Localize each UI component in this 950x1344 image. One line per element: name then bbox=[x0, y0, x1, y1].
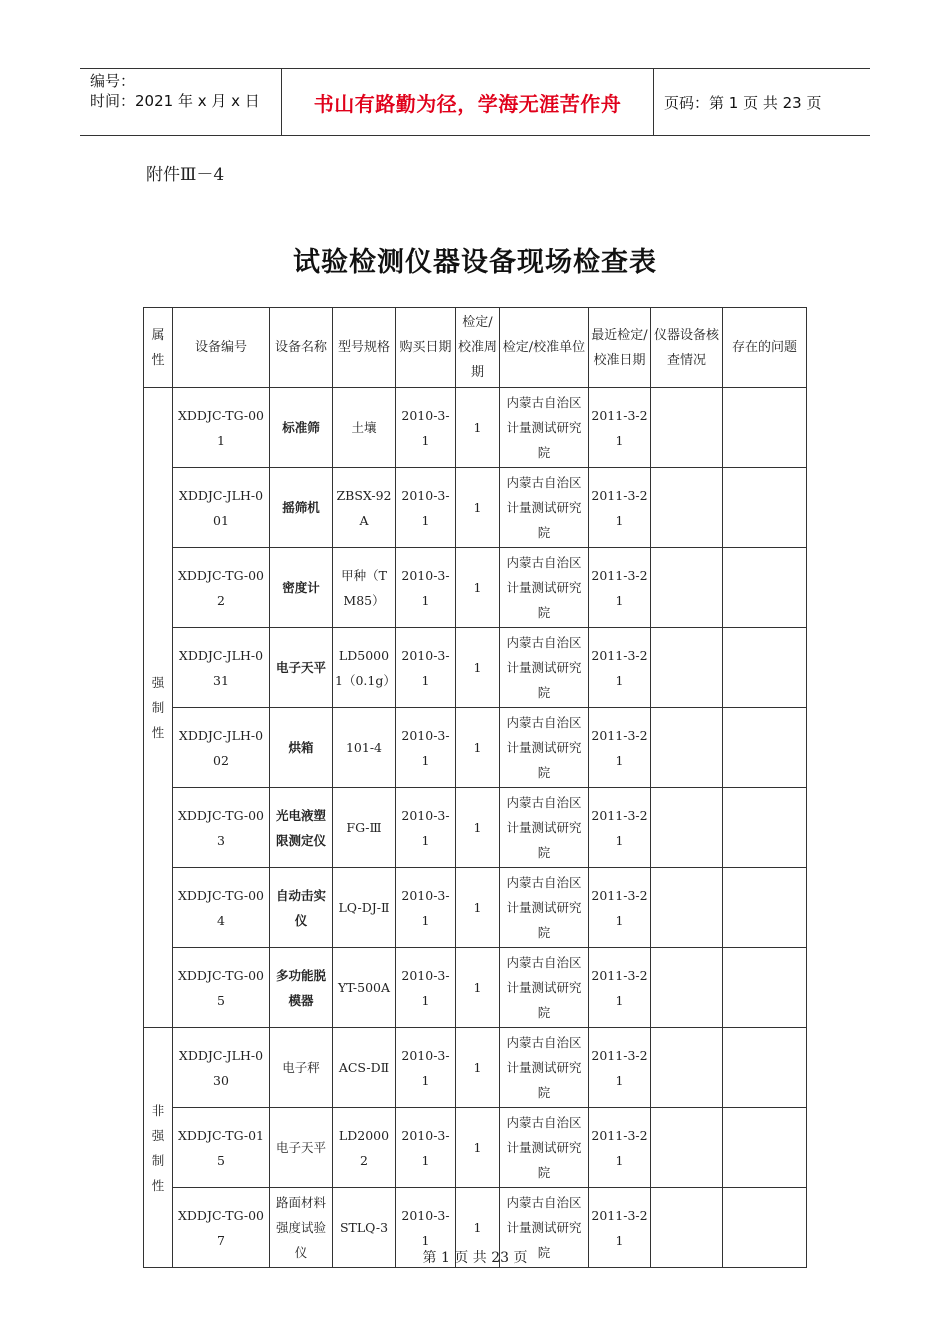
model-cell: STLQ-3 bbox=[333, 1188, 396, 1268]
table-row bbox=[144, 708, 807, 788]
cycle-cell: 1 bbox=[456, 948, 500, 1028]
check-status-cell bbox=[651, 1108, 723, 1188]
device-name-cell: 电子天平 bbox=[270, 628, 333, 708]
cycle-cell: 1 bbox=[456, 388, 500, 468]
header-buy-date: 购买日期 bbox=[396, 308, 456, 388]
last-calib-cell: 2011-3-21 bbox=[589, 628, 651, 708]
number-label: 编号： bbox=[90, 72, 136, 90]
model-cell: ACS-DⅡ bbox=[333, 1028, 396, 1108]
issues-cell bbox=[723, 388, 807, 468]
attachment-label: 附件Ⅲ－4 bbox=[146, 165, 225, 185]
calib-unit-cell: 内蒙古自治区计量测试研究院 bbox=[500, 1108, 589, 1188]
model-cell: YT-500A bbox=[333, 948, 396, 1028]
header-device-name: 设备名称 bbox=[270, 308, 333, 388]
device-id-cell: XDDJC-JLH-031 bbox=[173, 628, 270, 708]
category-non-mandatory bbox=[144, 1028, 173, 1268]
cycle-cell: 1 bbox=[456, 1028, 500, 1108]
check-status-cell bbox=[651, 708, 723, 788]
issues-cell bbox=[723, 868, 807, 948]
model-cell: LD20002 bbox=[333, 1108, 396, 1188]
model-cell: 土壤 bbox=[333, 388, 396, 468]
buy-date-cell: 2010-3-1 bbox=[396, 1188, 456, 1268]
device-id-cell: XDDJC-TG-004 bbox=[173, 868, 270, 948]
device-id-cell: XDDJC-TG-005 bbox=[173, 948, 270, 1028]
header-model: 型号规格 bbox=[333, 308, 396, 388]
issues-cell bbox=[723, 468, 807, 548]
device-name-cell: 路面材料强度试验仪 bbox=[270, 1188, 333, 1268]
calib-unit-cell: 内蒙古自治区计量测试研究院 bbox=[500, 1028, 589, 1108]
model-cell: ZBSX-92A bbox=[333, 468, 396, 548]
page-title: 试验检测仪器设备现场检查表 bbox=[293, 247, 657, 278]
buy-date-cell: 2010-3-1 bbox=[396, 868, 456, 948]
last-calib-cell: 2011-3-21 bbox=[589, 1108, 651, 1188]
calib-unit-cell: 内蒙古自治区计量测试研究院 bbox=[500, 788, 589, 868]
calib-unit-cell: 内蒙古自治区计量测试研究院 bbox=[500, 1188, 589, 1268]
last-calib-cell: 2011-3-21 bbox=[589, 1188, 651, 1268]
device-name-cell: 光电液塑限测定仪 bbox=[270, 788, 333, 868]
issues-cell bbox=[723, 788, 807, 868]
header-meta bbox=[80, 69, 282, 135]
document-header bbox=[80, 68, 870, 136]
calib-unit-cell: 内蒙古自治区计量测试研究院 bbox=[500, 468, 589, 548]
cycle-cell: 1 bbox=[456, 1188, 500, 1268]
device-id-cell: XDDJC-JLH-001 bbox=[173, 468, 270, 548]
header-calib-unit: 检定/校准单位 bbox=[500, 308, 589, 388]
last-calib-cell: 2011-3-21 bbox=[589, 1028, 651, 1108]
cycle-cell: 1 bbox=[456, 708, 500, 788]
last-calib-cell: 2011-3-21 bbox=[589, 388, 651, 468]
model-cell: LQ-DJ-Ⅱ bbox=[333, 868, 396, 948]
cycle-cell: 1 bbox=[456, 548, 500, 628]
header-cycle: 检定/校准周期 bbox=[456, 308, 500, 388]
table-row bbox=[144, 628, 807, 708]
device-id-cell: XDDJC-TG-002 bbox=[173, 548, 270, 628]
issues-cell bbox=[723, 628, 807, 708]
device-id-cell: XDDJC-TG-015 bbox=[173, 1108, 270, 1188]
device-name-cell: 自动击实仪 bbox=[270, 868, 333, 948]
last-calib-cell: 2011-3-21 bbox=[589, 708, 651, 788]
device-name-cell: 标准筛 bbox=[270, 388, 333, 468]
check-status-cell bbox=[651, 788, 723, 868]
header-category: 属性 bbox=[144, 308, 173, 388]
model-cell: 甲种（TM85） bbox=[333, 548, 396, 628]
last-calib-cell: 2011-3-21 bbox=[589, 868, 651, 948]
buy-date-cell: 2010-3-1 bbox=[396, 1108, 456, 1188]
buy-date-cell: 2010-3-1 bbox=[396, 788, 456, 868]
device-name-cell: 电子天平 bbox=[270, 1108, 333, 1188]
buy-date-cell: 2010-3-1 bbox=[396, 388, 456, 468]
device-id-cell: XDDJC-TG-007 bbox=[173, 1188, 270, 1268]
issues-cell bbox=[723, 1028, 807, 1108]
category-label: 强制性 bbox=[151, 675, 165, 740]
table-row bbox=[144, 1108, 807, 1188]
table-body bbox=[144, 388, 807, 1268]
table-row bbox=[144, 948, 807, 1028]
table-row bbox=[144, 388, 807, 468]
calib-unit-cell: 内蒙古自治区计量测试研究院 bbox=[500, 948, 589, 1028]
device-name-cell: 摇筛机 bbox=[270, 468, 333, 548]
table-row bbox=[144, 548, 807, 628]
buy-date-cell: 2010-3-1 bbox=[396, 548, 456, 628]
calib-unit-cell: 内蒙古自治区计量测试研究院 bbox=[500, 388, 589, 468]
header-issues: 存在的问题 bbox=[723, 308, 807, 388]
device-name-cell: 电子秤 bbox=[270, 1028, 333, 1108]
device-id-cell: XDDJC-TG-003 bbox=[173, 788, 270, 868]
check-status-cell bbox=[651, 548, 723, 628]
model-cell: FG-Ⅲ bbox=[333, 788, 396, 868]
calib-unit-cell: 内蒙古自治区计量测试研究院 bbox=[500, 628, 589, 708]
last-calib-cell: 2011-3-21 bbox=[589, 468, 651, 548]
cycle-cell: 1 bbox=[456, 1108, 500, 1188]
header-motto: 书山有路勤为径，学海无涯苦作舟 bbox=[282, 69, 654, 135]
check-status-cell bbox=[651, 868, 723, 948]
header-device-id: 设备编号 bbox=[173, 308, 270, 388]
category-mandatory bbox=[144, 388, 173, 1028]
check-status-cell bbox=[651, 948, 723, 1028]
cycle-cell: 1 bbox=[456, 788, 500, 868]
issues-cell bbox=[723, 548, 807, 628]
buy-date-cell: 2010-3-1 bbox=[396, 1028, 456, 1108]
header-page-info: 页码：第 1 页 共 23 页 bbox=[664, 93, 822, 112]
page-footer: 第 1 页 共 23 页 bbox=[422, 1250, 528, 1266]
issues-cell bbox=[723, 948, 807, 1028]
device-id-cell: XDDJC-JLH-030 bbox=[173, 1028, 270, 1108]
calib-unit-cell: 内蒙古自治区计量测试研究院 bbox=[500, 708, 589, 788]
table-row bbox=[144, 468, 807, 548]
header-last-calib: 最近检定/校准日期 bbox=[589, 308, 651, 388]
buy-date-cell: 2010-3-1 bbox=[396, 468, 456, 548]
device-name-cell: 密度计 bbox=[270, 548, 333, 628]
header-check-status: 仪器设备核查情况 bbox=[651, 308, 723, 388]
time-label: 时间：2021 年 x 月 x 日 bbox=[90, 92, 260, 110]
table-row bbox=[144, 868, 807, 948]
buy-date-cell: 2010-3-1 bbox=[396, 628, 456, 708]
check-status-cell bbox=[651, 1028, 723, 1108]
device-id-cell: XDDJC-JLH-002 bbox=[173, 708, 270, 788]
last-calib-cell: 2011-3-21 bbox=[589, 788, 651, 868]
model-cell: LD50001（0.1g） bbox=[333, 628, 396, 708]
check-status-cell bbox=[651, 628, 723, 708]
device-name-cell: 烘箱 bbox=[270, 708, 333, 788]
inspection-table bbox=[143, 307, 807, 1268]
buy-date-cell: 2010-3-1 bbox=[396, 708, 456, 788]
cycle-cell: 1 bbox=[456, 868, 500, 948]
calib-unit-cell: 内蒙古自治区计量测试研究院 bbox=[500, 548, 589, 628]
last-calib-cell: 2011-3-21 bbox=[589, 548, 651, 628]
cycle-cell: 1 bbox=[456, 628, 500, 708]
table-row bbox=[144, 1028, 807, 1108]
device-name-cell: 多功能脱模器 bbox=[270, 948, 333, 1028]
table-header-row bbox=[144, 308, 807, 388]
issues-cell bbox=[723, 1108, 807, 1188]
device-id-cell: XDDJC-TG-001 bbox=[173, 388, 270, 468]
calib-unit-cell: 内蒙古自治区计量测试研究院 bbox=[500, 868, 589, 948]
model-cell: 101-4 bbox=[333, 708, 396, 788]
last-calib-cell: 2011-3-21 bbox=[589, 948, 651, 1028]
buy-date-cell: 2010-3-1 bbox=[396, 948, 456, 1028]
category-label: 非强制性 bbox=[151, 1102, 165, 1193]
check-status-cell bbox=[651, 468, 723, 548]
issues-cell bbox=[723, 708, 807, 788]
check-status-cell bbox=[651, 388, 723, 468]
cycle-cell: 1 bbox=[456, 468, 500, 548]
table-row bbox=[144, 788, 807, 868]
